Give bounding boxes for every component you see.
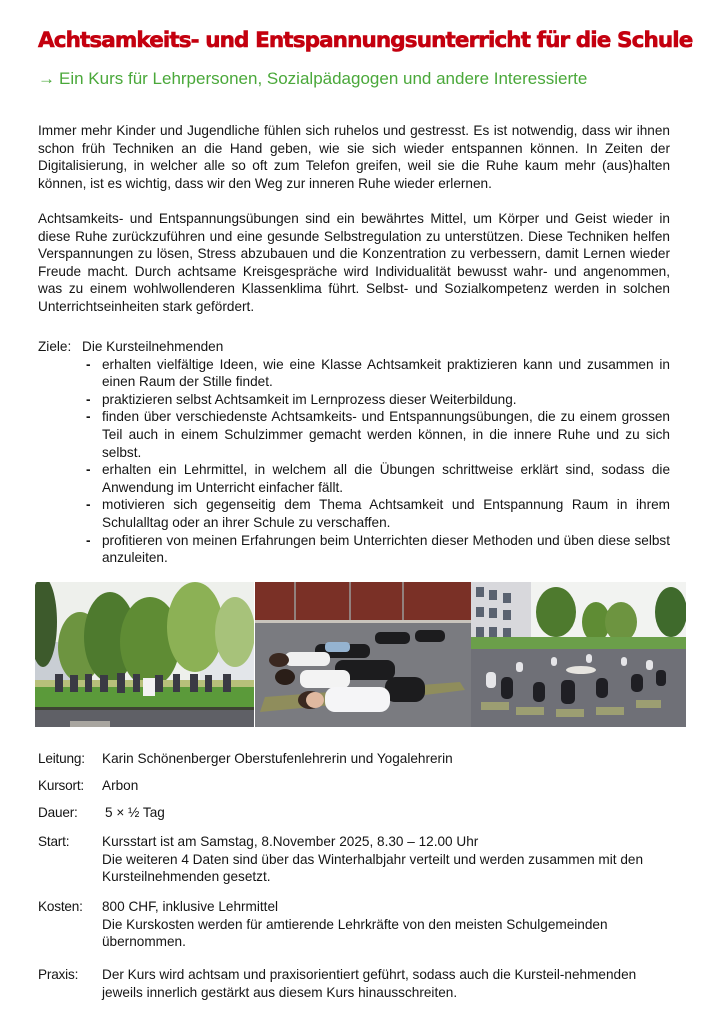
- praxis-label: Praxis:: [38, 967, 79, 982]
- detail-praxis: [38, 966, 648, 1001]
- arrow-right-icon: →: [38, 69, 55, 88]
- goal-item: - erhalten vielfältige Ideen, wie eine Klasse Achtsamkeit praktizieren kann und zusammen in einen Raum der Stille findet.: [86, 356, 670, 391]
- kursort-value: Arbon: [102, 778, 139, 793]
- kosten-line-2: Die Kurskosten werden für amtierende Lehrkräfte von den meisten Schulgemeinden übernommen.: [102, 916, 608, 950]
- photo-strip: [35, 582, 686, 727]
- goal-item: - motivieren sich gegenseitig dem Thema Achtsamkeit und Entspannung Raum in ihrem Schulalltag oder an ihrer Schule zu verschaffen.: [86, 496, 670, 531]
- goal-item: - praktizieren selbst Achtsamkeit im Lernprozess dieser Weiterbildung.: [86, 391, 670, 409]
- leitung-label: Leitung:: [38, 751, 85, 766]
- dauer-value: 5 × ½ Tag: [105, 805, 165, 820]
- subtitle-text: Ein Kurs für Lehrpersonen, Sozialpädagogen und andere Interessierte: [59, 69, 588, 88]
- start-value: [102, 833, 678, 886]
- photo-group-lawn: [35, 582, 254, 727]
- intro-paragraph-1: Immer mehr Kinder und Jugendliche fühlen sich ruhelos und gestresst. Es ist notwendig, dass wir ihnen schon früh Techniken an die Hand geben, wie sie sich wieder entspannen können. In Zeiten der Digitalisierung, in welcher alle so oft zum Telefon greifen, weil sie die Ruhe kaum mehr (aus)halten können, ist es wichtig, dass wir den Weg zur inneren Ruhe wieder erlernen.: [38, 123, 670, 191]
- goals-header: [38, 338, 670, 356]
- dauer-label: Dauer:: [38, 805, 78, 820]
- goal-item: - erhalten ein Lehrmittel, in welchem all die Übungen schrittweise erklärt sind, sodass die Anwendung im Unterricht einfacher fällt.: [86, 461, 670, 496]
- detail-leitung: [38, 750, 453, 768]
- leitung-value: Karin Schönenberger Oberstufenlehrerin und Yogalehrerin: [102, 751, 453, 766]
- praxis-value: Der Kurs wird achtsam und praxisorientiert geführt, sodass auch die Kursteil-nehmenden jeweils innerlich gestärkt aus diesem Kurs hinausschreiten.: [102, 967, 637, 1000]
- start-line-1: Kursstart ist am Samstag, 8.November 2025, 8.30 – 12.00 Uhr: [102, 834, 479, 849]
- detail-dauer: [38, 804, 165, 822]
- photo-circle-students: [471, 582, 686, 727]
- kosten-line-1: 800 CHF, inklusive Lehrmittel: [102, 899, 279, 914]
- goals-label: Ziele:: [38, 339, 72, 354]
- detail-start: [38, 833, 678, 886]
- intro-paragraph-2: Achtsamkeits- und Entspannungsübungen sind ein bewährtes Mittel, um Körper und Geist wieder in diese Ruhe zurückzuführen und eine gesunde Selbstregulation zu unterstützen. Diese Techniken helfen Verspannungen zu lösen, Stress abzubauen und die Konzentration zu verbessern, damit Lernen wieder Freude macht. Durch achtsame Kreisgespräche wird Individualität bewusst wahr- und angenommen, was zu einem wohlwollenderen Klassenklima führt. Selbst- und Sozialkompetenz werden in solchen Unterrichtseinheiten stark gefördert.: [38, 211, 670, 314]
- photo-lying-on-mats: [255, 582, 471, 727]
- detail-kursort: [38, 777, 138, 795]
- start-label: Start:: [38, 834, 70, 849]
- goals-heading: Die Kursteilnehmenden: [82, 339, 224, 354]
- kursort-label: Kursort:: [38, 778, 84, 793]
- goal-item: - finden über verschiedenste Achtsamkeits- und Entspannungsübungen, die zu einem grossen Teil auch in einem Schulzimmer gemacht werden können, in die innere Ruhe und zu sich selbst.: [86, 408, 670, 461]
- goal-item: - profitieren von meinen Erfahrungen beim Unterrichten dieser Methoden und üben diese selbst anzuleiten.: [86, 532, 670, 567]
- kosten-value: [102, 898, 678, 951]
- detail-kosten: [38, 898, 678, 951]
- page-subtitle: [38, 69, 678, 89]
- start-line-2: Die weiteren 4 Daten sind über das Winterhalbjahr verteilt und werden zusammen mit den Kursteilnehmenden gesetzt.: [102, 851, 644, 885]
- page-title: Achtsamkeits- und Entspannungsunterricht für die Schule: [38, 28, 693, 53]
- kosten-label: Kosten:: [38, 899, 83, 914]
- goals-list: [38, 356, 670, 567]
- goals-section: [38, 338, 670, 567]
